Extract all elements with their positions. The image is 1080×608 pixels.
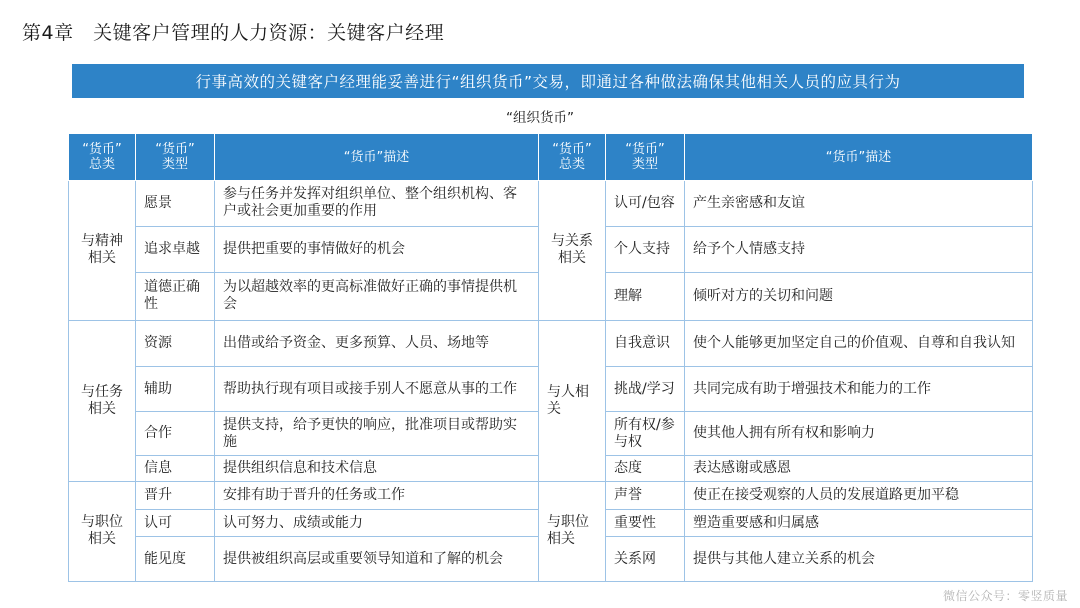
type-cell: 自我意识 [606,320,685,367]
description-cell: 提供支持，给予更快的响应，批准项目或帮助实施 [215,411,539,456]
watermark-text: 微信公众号：零竖质量 [942,589,1068,603]
currency-table [68,133,1033,582]
table-header-row [69,134,1033,181]
header-description-left: “货币”描述 [215,134,539,181]
description-cell: 产生亲密感和友谊 [685,181,1033,227]
description-cell: 提供组织信息和技术信息 [215,456,539,481]
header-type-right: “货币” 类型 [606,134,685,181]
description-cell: 塑造重要感和归属感 [685,510,1033,537]
category-cell-left: 与职位 相关 [69,481,136,581]
description-cell: 使其他人拥有所有权和影响力 [685,411,1033,456]
type-cell: 所有权/参与权 [606,411,685,456]
type-cell: 道德正确性 [136,273,215,321]
description-cell: 提供把重要的事情做好的机会 [215,226,539,273]
description-cell: 认可努力、成绩或能力 [215,510,539,537]
type-cell: 态度 [606,456,685,481]
description-cell: 使个人能够更加坚定自己的价值观、自尊和自我认知 [685,320,1033,367]
type-cell: 信息 [136,456,215,481]
type-cell: 认可/包容 [606,181,685,227]
header-category-right: “货币” 总类 [539,134,606,181]
category-cell-left: 与任务 相关 [69,320,136,481]
category-cell-right: 与职位 相关 [539,481,606,581]
description-cell: 安排有助于晋升的任务或工作 [215,481,539,509]
type-cell: 声誉 [606,481,685,509]
table-row [69,320,1033,367]
description-cell: 给予个人情感支持 [685,226,1033,273]
description-cell: 提供被组织高层或重要领导知道和了解的机会 [215,537,539,582]
description-cell: 共同完成有助于增强技术和能力的工作 [685,367,1033,412]
type-cell: 能见度 [136,537,215,582]
banner-statement: 行事高效的关键客户经理能妥善进行“组织货币”交易，即通过各种做法确保其他相关人员的应具行为 [72,64,1024,98]
description-cell: 表达感谢或感恩 [685,456,1033,481]
type-cell: 挑战/学习 [606,367,685,412]
description-cell: 提供与其他人建立关系的机会 [685,537,1033,582]
type-cell: 关系网 [606,537,685,582]
page-title: 第4章 关键客户管理的人力资源：关键客户经理 [22,22,445,44]
type-cell: 愿景 [136,181,215,227]
type-cell: 晋升 [136,481,215,509]
description-cell: 参与任务并发挥对组织单位、整个组织机构、客户或社会更加重要的作用 [215,181,539,227]
table-row [69,481,1033,509]
description-cell: 倾听对方的关切和问题 [685,273,1033,321]
type-cell: 资源 [136,320,215,367]
description-cell: 使正在接受观察的人员的发展道路更加平稳 [685,481,1033,509]
type-cell: 辅助 [136,367,215,412]
type-cell: 认可 [136,510,215,537]
type-cell: 追求卓越 [136,226,215,273]
type-cell: 重要性 [606,510,685,537]
header-category-left: “货币” 总类 [69,134,136,181]
header-description-right: “货币”描述 [685,134,1033,181]
type-cell: 个人支持 [606,226,685,273]
type-cell: 合作 [136,411,215,456]
category-cell-right: 与人相关 [539,320,606,481]
category-cell-left: 与精神 相关 [69,181,136,321]
category-cell-right: 与关系 相关 [539,181,606,321]
table-title: “组织货币” [506,110,574,126]
description-cell: 为以超越效率的更高标准做好正确的事情提供机会 [215,273,539,321]
table-row [69,181,1033,227]
type-cell: 理解 [606,273,685,321]
description-cell: 帮助执行现有项目或接手别人不愿意从事的工作 [215,367,539,412]
description-cell: 出借或给予资金、更多预算、人员、场地等 [215,320,539,367]
header-type-left: “货币” 类型 [136,134,215,181]
